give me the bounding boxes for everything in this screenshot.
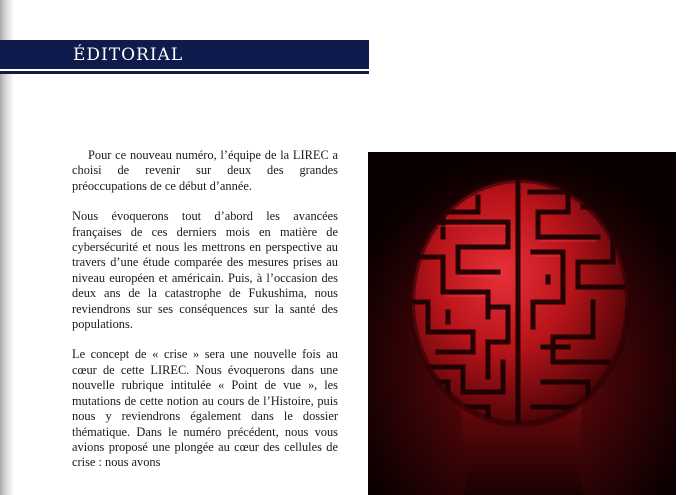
section-title: ÉDITORIAL <box>73 45 184 65</box>
maze-head-photo <box>368 152 676 495</box>
article-paragraph-3: Le concept de « crise » sera une nouvelle fois au cœur de cette LIREC. Nous évoquerons dans une nouvelle rubrique intitulée « Point de vue », les mutations de cette notion au cours de l’Histoire, puis nous y reviendrons également dans le dossier thématique. Dans le numéro précédent, nous vous avions proposé une plongée au cœur des cellules de crise : nous avons <box>72 347 338 470</box>
maze-head-illustration <box>368 152 676 495</box>
article-paragraph-2: Nous évoquerons tout d’abord les avancées françaises de ces derniers mois en matière de cybersécurité et nous les mettrons en perspective au travers d’une étude comparée des mesures prises au niveau européen et américain. Puis, à l’occasion des deux ans de la catastrophe de Fukushima, nous reviendrons sur ses conséquences sur la santé des populations. <box>72 209 338 332</box>
editorial-article <box>72 148 338 486</box>
page-gutter-shadow <box>0 0 14 495</box>
article-paragraph-1: Pour ce nouveau numéro, l’équipe de la LIREC a choisi de revenir sur deux des grandes préoccupations de ce début d’année. <box>72 148 338 193</box>
section-banner <box>0 40 369 71</box>
